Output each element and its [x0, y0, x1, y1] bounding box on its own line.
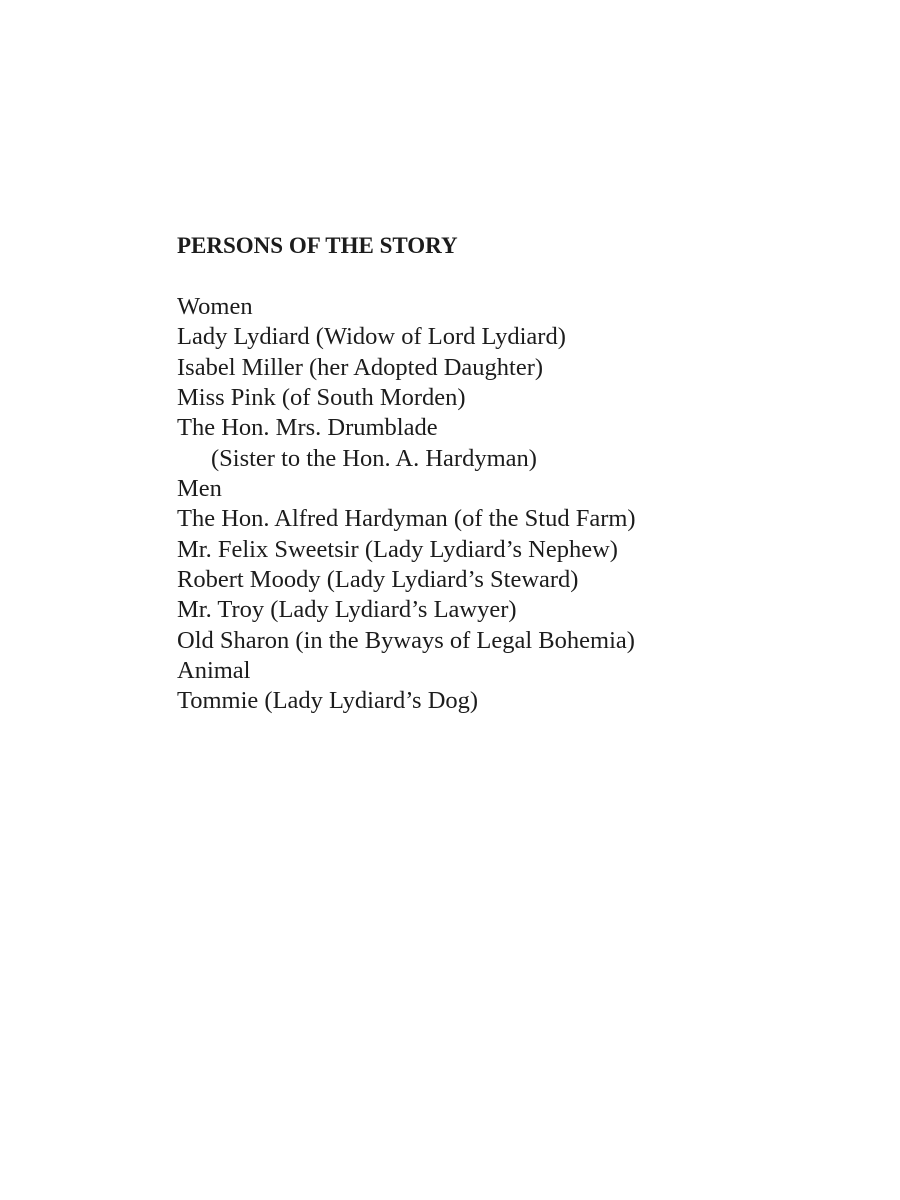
list-line-women-label: Women — [177, 293, 253, 320]
list-line: Old Sharon (in the Byways of Legal Bohemia) — [177, 626, 635, 654]
list-line: Mr. Troy (Lady Lydiard’s Lawyer) — [177, 596, 517, 624]
list-line-indented: (Sister to the Hon. A. Hardyman) — [211, 444, 537, 472]
list-line: Isabel Miller (her Adopted Daughter) — [177, 353, 544, 381]
list-line: The Hon. Alfred Hardyman (of the Stud Farm) — [177, 505, 636, 533]
list-line: Miss Pink (of South Morden) — [177, 383, 466, 411]
list-line: The Hon. Mrs. Drumblade — [177, 414, 438, 442]
list-line: Robert Moody (Lady Lydiard’s Steward) — [177, 565, 579, 593]
persons-list — [177, 292, 636, 717]
list-line-animal-label: Animal — [177, 656, 251, 684]
page-heading: PERSONS OF THE STORY — [177, 233, 458, 258]
list-line: Lady Lydiard (Widow of Lord Lydiard) — [177, 323, 566, 351]
list-line: Tommie (Lady Lydiard’s Dog) — [177, 687, 479, 715]
list-line-men-label: Men — [177, 474, 222, 502]
list-line: Mr. Felix Sweetsir (Lady Lydiard’s Nephew) — [177, 535, 618, 563]
